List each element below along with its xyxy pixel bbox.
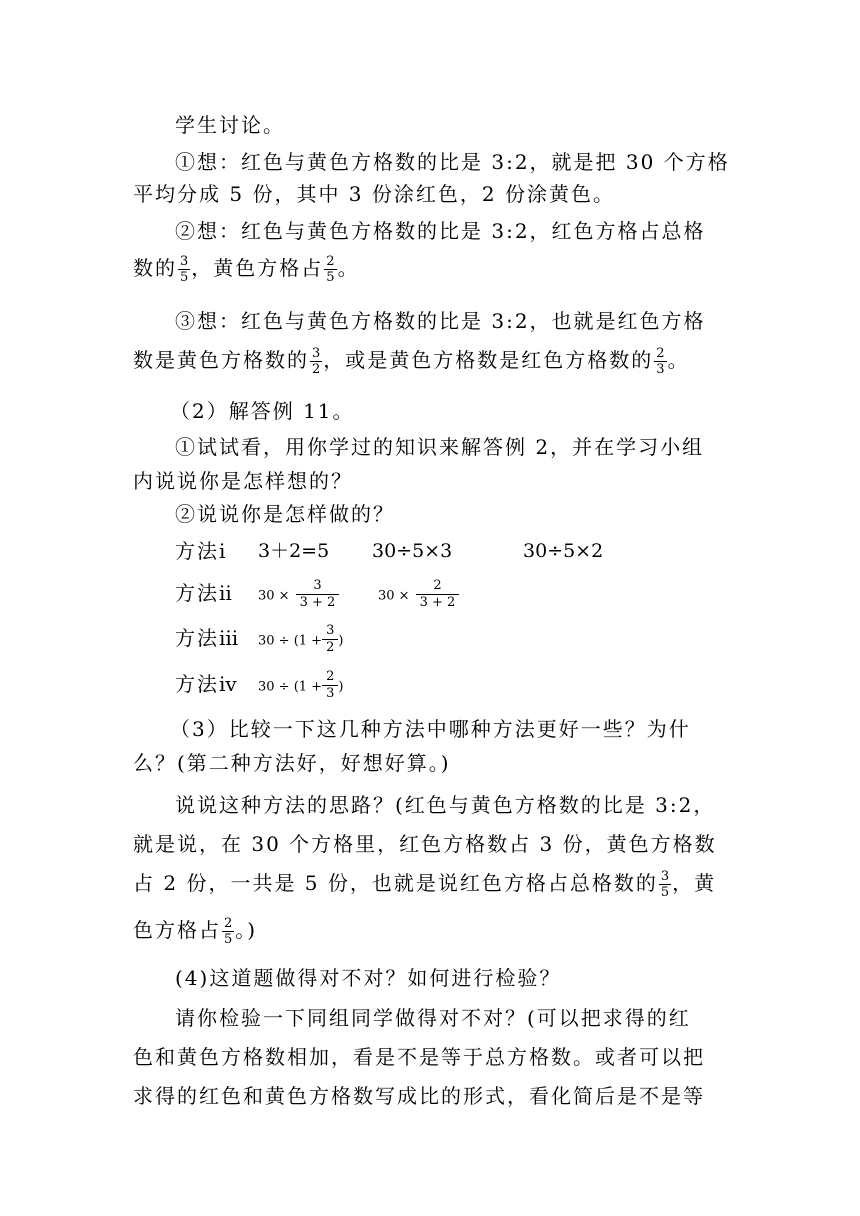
numerator: 3 (312, 346, 321, 361)
numerator: 3 (180, 254, 189, 269)
expression: 3＋2=5 (258, 540, 330, 562)
text-line: ①想：红色与黄色方格数的比是 3:2，就是把 30 个方格 (175, 150, 730, 174)
text-line: ②想：红色与黄色方格数的比是 3:2，红色方格占总格 (175, 219, 706, 243)
text-segment: ，黄 (672, 871, 717, 895)
text-line: 求得的红色和黄色方格数写成比的形式，看化简后是不是等 (133, 1084, 705, 1108)
denominator: 5 (180, 270, 189, 285)
text-line: 就是说，在 30 个方格里，红色方格数占 3 份，黄色方格数 (133, 832, 717, 856)
formula (258, 578, 339, 612)
section-heading: （2）解答例 11。 (170, 399, 355, 423)
text-line: 平均分成 5 份，其中 3 份涂红色，2 份涂黄色。 (133, 182, 615, 206)
fraction (659, 869, 671, 900)
formula (378, 578, 459, 612)
denominator: 3 (656, 362, 665, 377)
formula-text: ) (338, 679, 344, 695)
numerator: 3 (296, 578, 340, 595)
section-heading: (4)这道题做得对不对？如何进行检验？ (175, 966, 562, 990)
formula-text: 30 ÷ (1 + (258, 679, 323, 695)
text-segment: ，或是黄色方格数是红色方格数的 (323, 348, 654, 372)
fraction (324, 254, 336, 285)
text-segment: 占 2 份，一共是 5 份，也就是说红色方格占总格数的 (133, 871, 658, 895)
expression: 30÷5×3 (372, 540, 453, 562)
fraction (416, 578, 460, 611)
expression: 30÷5×2 (523, 540, 604, 562)
text-segment: 数是黄色方格数的 (133, 348, 309, 372)
denominator: 3 (326, 686, 335, 701)
numerator: 2 (224, 916, 233, 931)
denominator: 3 + 2 (419, 595, 456, 610)
formula (258, 669, 343, 703)
text-segment: ，黄色方格占 (191, 256, 324, 280)
formula-text: ) (338, 633, 344, 649)
numerator: 2 (326, 254, 335, 269)
text-line: 学生讨论。 (175, 113, 285, 137)
formula-text: 30 × (378, 588, 410, 604)
text-line: 请你检验一下同组同学做得对不对？(可以把求得的红 (175, 1006, 691, 1030)
text-line: ③想：红色与黄色方格数的比是 3:2，也就是红色方格 (175, 309, 706, 333)
numerator: 2 (416, 578, 460, 595)
denominator: 5 (660, 885, 670, 900)
text-segment: 。 (667, 348, 690, 372)
method-label: 方法ⅲ (175, 626, 241, 650)
text-line (133, 915, 733, 947)
numerator: 3 (322, 623, 338, 640)
text-line: 么？(第二种方法好，好想好算。) (133, 751, 451, 775)
method-label: 方法ⅳ (175, 672, 239, 696)
numerator: 3 (660, 869, 670, 884)
denominator: 2 (312, 362, 321, 377)
formula (258, 623, 343, 657)
fraction (654, 346, 666, 377)
section-heading: （3）比较一下这几种方法中哪种方法更好一些？为什 (170, 717, 691, 741)
fraction (322, 669, 338, 702)
text-segment: 。) (235, 918, 258, 942)
denominator: 3 + 2 (299, 595, 336, 610)
denominator: 5 (326, 270, 335, 285)
fraction (296, 578, 340, 611)
text-line (133, 868, 733, 900)
text-segment: 数的 (133, 256, 177, 280)
method-label: 方法ⅱ (175, 581, 234, 605)
text-line: ①试试看，用你学过的知识来解答例 2，并在学习小组 (175, 435, 705, 459)
text-line: ②说说你是怎样做的？ (175, 502, 395, 526)
denominator: 2 (326, 640, 335, 655)
text-line (133, 345, 733, 377)
text-line: 色和黄色方格数相加，看是不是等于总方格数。或者可以把 (133, 1045, 705, 1069)
text-segment: 色方格占 (133, 918, 221, 942)
numerator: 2 (656, 346, 665, 361)
fraction (178, 254, 190, 285)
text-line: 内说说你是怎样想的？ (133, 469, 353, 493)
text-line: 说说这种方法的思路？(红色与黄色方格数的比是 3:2， (175, 793, 716, 817)
numerator: 2 (322, 669, 338, 686)
method-label: 方法ⅰ (175, 539, 228, 563)
denominator: 5 (224, 932, 233, 947)
formula-text: 30 × (258, 588, 290, 604)
fraction (222, 916, 234, 947)
text-segment: 。 (337, 256, 360, 280)
fraction (310, 346, 322, 377)
formula-text: 30 ÷ (1 + (258, 633, 323, 649)
fraction (322, 623, 338, 656)
text-line (133, 253, 733, 285)
